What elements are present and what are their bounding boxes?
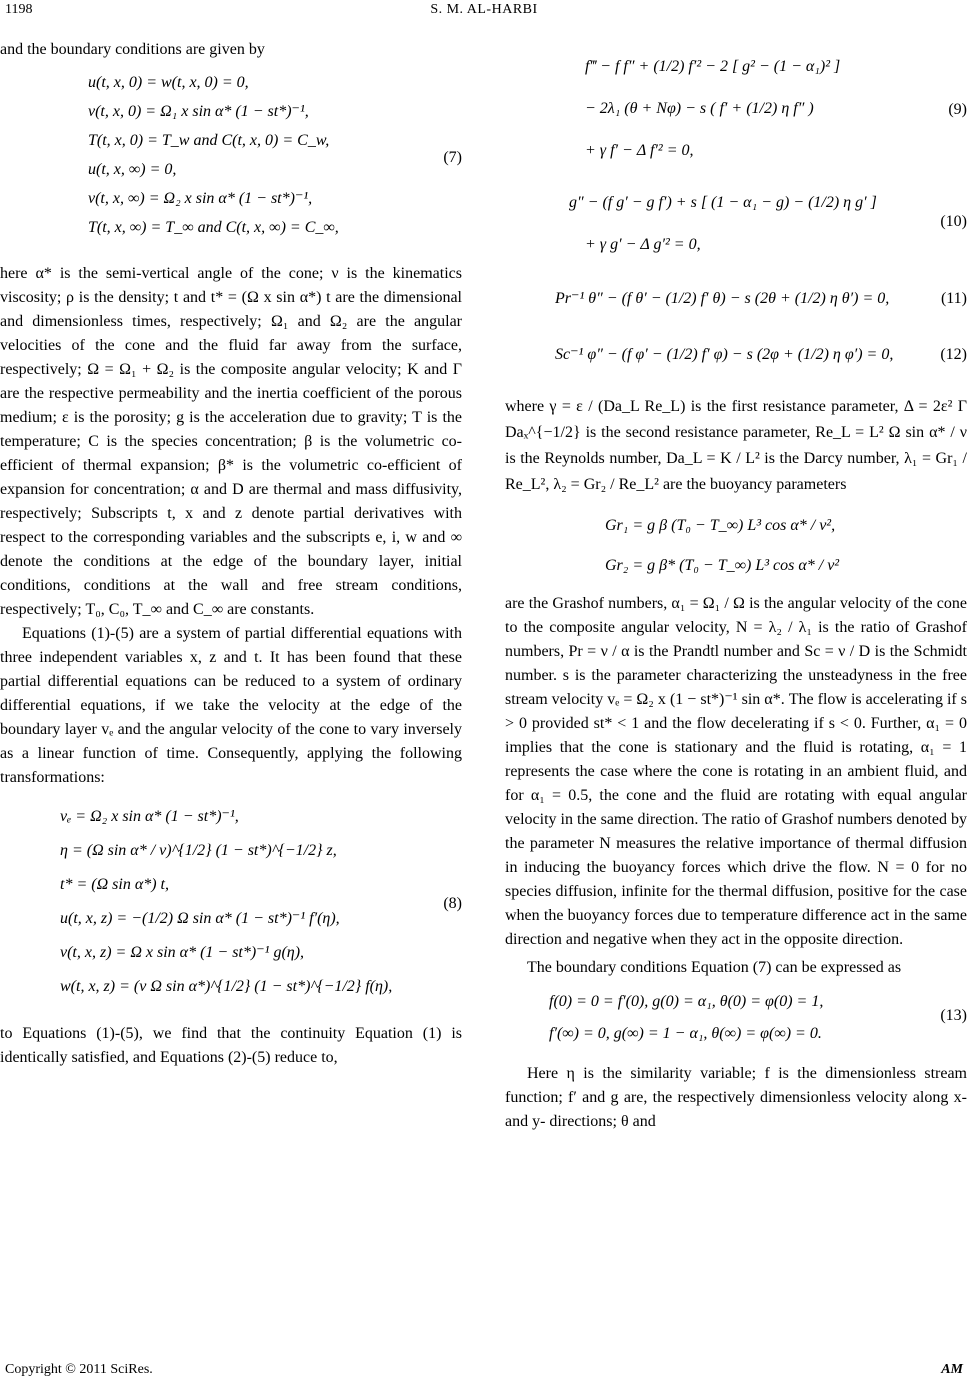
eq12-number: (12) (940, 346, 967, 363)
running-title: S. M. AL-HARBI (430, 2, 538, 17)
eq7-line-2: v(t, x, 0) = Ω₁ x sin α* (1 − st*)⁻¹, (88, 103, 309, 120)
equation-12 (505, 332, 967, 378)
equation-9 (505, 46, 967, 176)
eq7-line-3: T(t, x, 0) = T_w and C(t, x, 0) = C_w, (88, 132, 330, 149)
right-column (505, 38, 967, 1134)
grashof-numbers (505, 506, 967, 586)
eq12-line: Sc⁻¹ φ″ − (f φ′ − (1/2) f′ φ) − s (2φ + (1/2) η φ′) = 0, (555, 346, 894, 363)
eq8-number: (8) (443, 895, 462, 912)
similarity-paragraph: Here η is the similarity variable; f is the dimensionless stream function; f′ and g are, the respectively dimensionless velocity along x- and y- directions; θ and (505, 1065, 967, 1130)
eq7-line-5: v(t, x, ∞) = Ω₂ x sin α* (1 − st*)⁻¹, (88, 190, 313, 207)
eq13-line-2: f′(∞) = 0, g(∞) = 1 − α₁, θ(∞) = φ(∞) = 0. (549, 1025, 822, 1042)
eq8-line-2: η = (Ω sin α* / ν)^{1/2} (1 − st*)^{−1/2} z, (60, 842, 337, 859)
grashof-1: Gr₁ = g β (T₀ − T_∞) L³ cos α* / ν², (605, 517, 836, 534)
reduction-paragraph: to Equations (1)-(5), we find that the continuity Equation (1) is identically satisfied, and Equations (2)-(5) reduce to, (0, 1025, 462, 1066)
grashof-paragraph: are the Grashof numbers, α₁ = Ω₁ / Ω is the angular velocity of the cone to the composite angular velocity, N = λ₂ / λ₁ is the ratio of Grashof numbers, Pr = ν / α is the Prandtl number and Sc = ν / D is the Schmidt number. s is the parameter characterizing the unsteadyness in the free stream velocity vₑ = Ω₂ x (1 − st*)⁻¹ sin α*. The flow is accelerating if s > 0 provided st* < 1 and the flow decelerating if s < 0. Further, α₁ = 0 implies that the cone is stationary and the fluid is rotating, α₁ = 1 represents the case where the cone is rotating in an ambient fluid, and for α₁ = 0.5, the cone and the fluid are rotating with equal angular velocity in the same direction. The ratio of Grashof numbers denoted by the parameter N measures the relative importance of thermal diffusion in inducing the buoyancy forces which drive the flow. N = 0 for no species diffusion, infinite for the thermal diffusion, positive for the case when the buoyancy forces due to temperature difference act in the same direction and negative when they act in the opposite direction. (505, 595, 967, 948)
transformation-paragraph: Equations (1)-(5) are a system of partial differential equations with three independent variables x, z and t. It has been found that these partial differential equations can be reduced to a system of ordinary differential equations, if we take the velocity at the edge of the boundary layer vₑ and the angular velocity of the cone to vary inversely as a linear function of time. Consequently, applying the following transformations: (0, 625, 462, 786)
eq9-line-3: + γ f′ − Δ f′² = 0, (585, 142, 694, 159)
grashof-2: Gr₂ = g β* (T₀ − T_∞) L³ cos α* / ν² (605, 557, 840, 574)
page-number: 1198 (5, 2, 33, 17)
eq7-line-4: u(t, x, ∞) = 0, (88, 161, 177, 178)
eq11-number: (11) (940, 290, 967, 307)
eq8-line-1: vₑ = Ω₂ x sin α* (1 − st*)⁻¹, (60, 808, 239, 825)
boundary-paragraph: The boundary conditions Equation (7) can be expressed as (527, 959, 902, 976)
copyright: Copyright © 2011 SciRes. (5, 1362, 153, 1377)
eq7-number: (7) (443, 149, 462, 166)
intro-text: and the boundary conditions are given by (0, 41, 265, 58)
journal-abbrev: AM (941, 1362, 963, 1377)
equation-11 (505, 276, 967, 322)
equation-7 (0, 68, 462, 248)
left-column (0, 38, 462, 1070)
equation-13 (505, 986, 967, 1050)
eq8-line-6: w(t, x, z) = (ν Ω sin α*)^{1/2} (1 − st*)^{−1/2} f(η), (60, 978, 393, 995)
eq8-line-4: u(t, x, z) = −(1/2) Ω sin α* (1 − st*)⁻¹ f′(η), (60, 910, 340, 927)
eq7-line-6: T(t, x, ∞) = T_∞ and C(t, x, ∞) = C_∞, (88, 219, 339, 236)
eq8-line-5: v(t, x, z) = Ω x sin α* (1 − st*)⁻¹ g(η), (60, 944, 305, 961)
definitions-paragraph: here α* is the semi-vertical angle of the cone; ν is the kinematics viscosity; ρ is the density; t and t* = (Ω x sin α*) t are the dimensional and dimensionless times, respectively; Ω₁ and Ω₂ are the angular velocities of the cone and the fluid far away from the surface, respectively; Ω = Ω₁ + Ω₂ is the composite angular velocity; K and Γ are the respective permeability and the inertia coefficient of the porous medium; ε is the porosity; g is the acceleration due to gravity; T is the temperature; C is the species concentration; β is the volumetric co-efficient of thermal expansion; β* is the volumetric co-efficient of expansion for concentration; α and D are thermal and mass diffusivity, respectively; Subscripts t, x and z denote partial derivatives with respect to the corresponding variables and the subscripts e, i, w and ∞ denote the conditions at the edge of the boundary layer, initial conditions, conditions at the wall and free stream conditions, respectively; T₀, C₀, T_∞ and C_∞ are constants. (0, 265, 462, 618)
eq10-line-2: + γ g′ − Δ g′² = 0, (585, 236, 701, 253)
equation-10 (505, 182, 967, 266)
eq13-number: (13) (940, 1007, 967, 1024)
eq9-number: (9) (948, 101, 967, 118)
eq13-line-1: f(0) = 0 = f′(0), g(0) = α₁, θ(0) = φ(0) = 1, (549, 993, 824, 1010)
eq7-line-1: u(t, x, 0) = w(t, x, 0) = 0, (88, 74, 249, 91)
eq8-line-3: t* = (Ω sin α*) t, (60, 876, 169, 893)
equation-8 (0, 800, 462, 1010)
eq9-line-2: − 2λ₁ (θ + Nφ) − s ( f′ + (1/2) η f″ ) (585, 100, 814, 117)
eq10-line-1: g″ − (f g′ − g f′) + s [ (1 − α₁ − g) − (1/2) η g′ ] (569, 194, 877, 211)
eq11-line: Pr⁻¹ θ″ − (f θ′ − (1/2) f′ θ) − s (2θ + (1/2) η θ′) = 0, (555, 290, 890, 307)
eq10-number: (10) (940, 213, 967, 230)
parameters-paragraph: where γ = ε / (Da_L Re_L) is the first resistance parameter, Δ = 2ε² Γ Daₓ^{−1/2} is the second resistance parameter, Re_L = L² Ω sin α* / ν is the Reynolds number, Da_L = K / L² is the Darcy number, λ₁ = Gr₁ / Re_L², λ₂ = Gr₂ / Re_L² are the buoyancy parameters (505, 398, 967, 493)
eq9-line-1: f‴ − f f″ + (1/2) f′² − 2 [ g² − (1 − α₁)² ] (585, 58, 841, 75)
